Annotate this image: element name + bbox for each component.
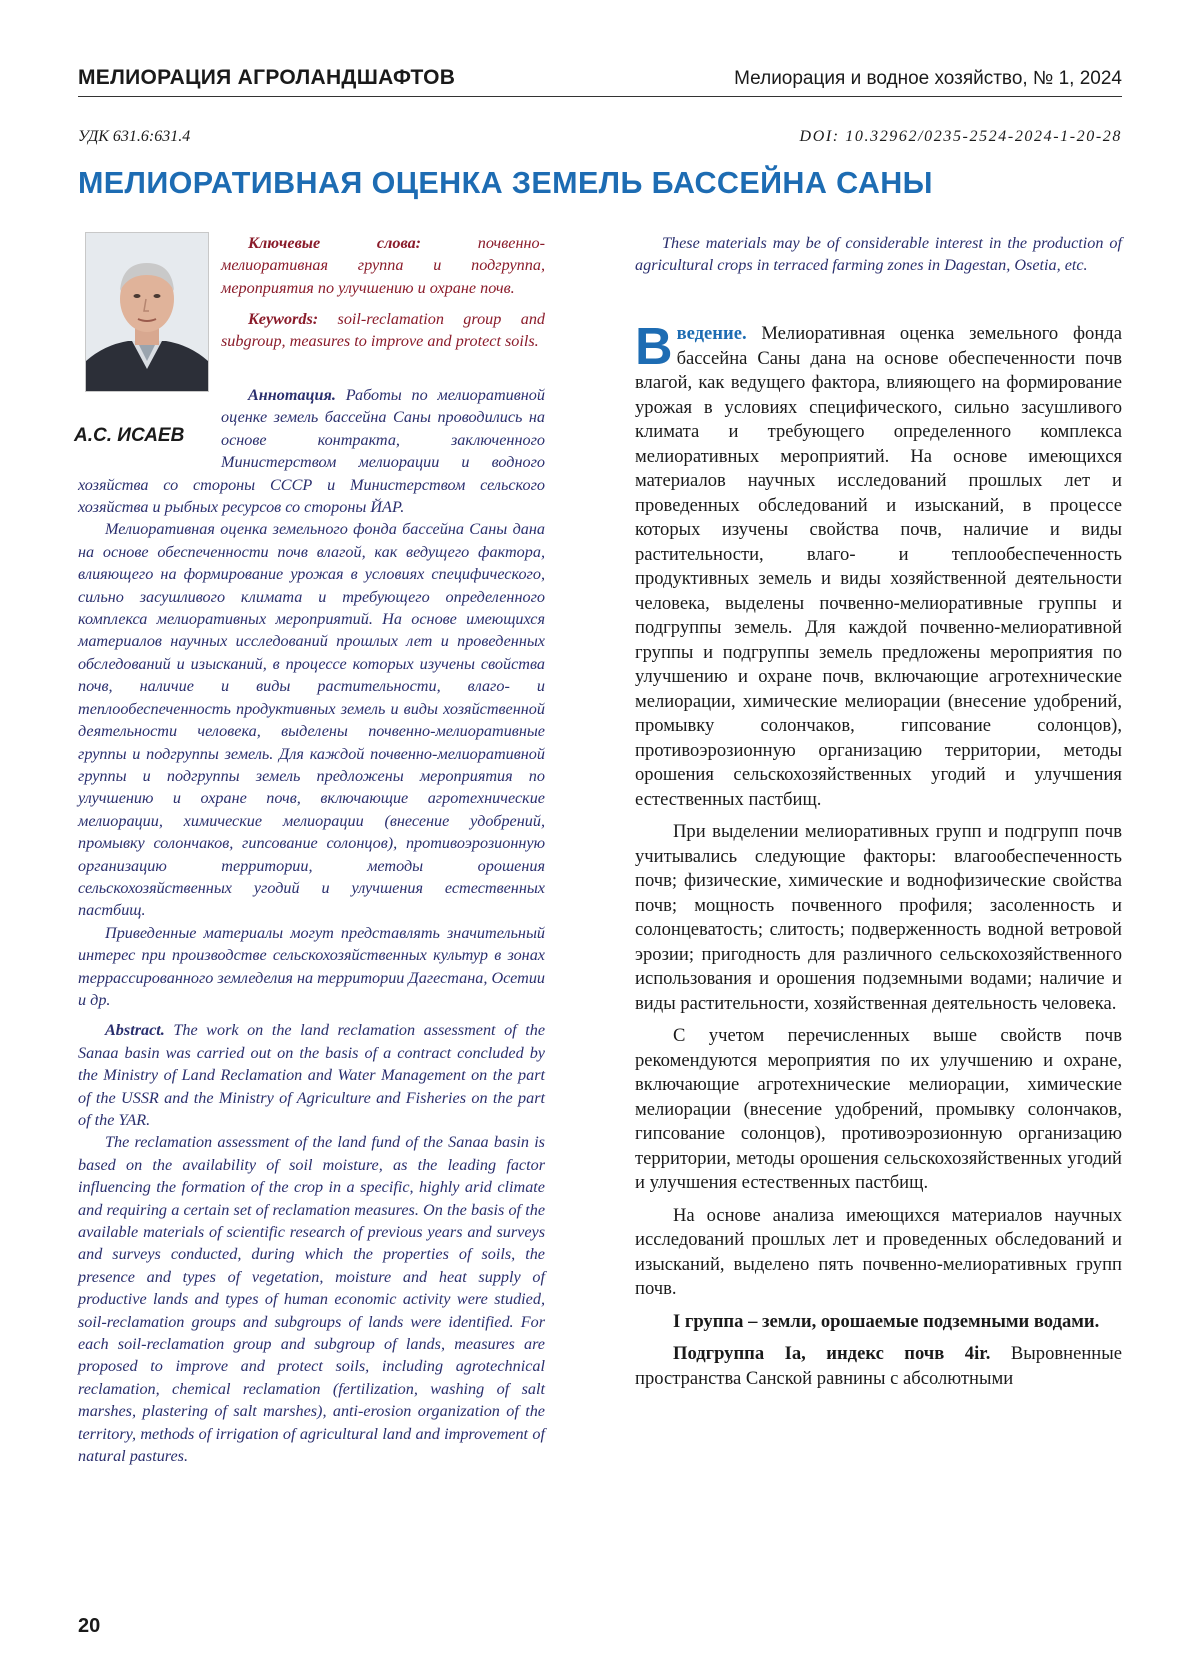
keywords-en xyxy=(221,308,545,353)
body-p2: При выделении мелиоративных групп и подгрупп почв учитывались следующие факторы: влагообеспеченность почв; физические, химические и воднофизические свойства почв; мощность почвенного профиля; засоленность и солонцеватость; слитость; подверженность водной ветровой эрозии; пригодность для различного сельскохозяйственного использования и орошения подземными водами; наличие и виды растительности, хозяйственная деятельность человека. xyxy=(635,821,1122,1014)
body-p4: На основе анализа имеющихся материалов научных исследований прошлых лет и проведенных обследований и изысканий, выделено пять почвенно-мелиоративных групп почв. xyxy=(635,1204,1122,1299)
abstract-p1 xyxy=(78,1019,545,1131)
author-name: А.С. ИСАЕВ xyxy=(74,425,185,446)
keywords-ru-label: Ключевые слова: xyxy=(248,234,422,252)
udk-code: УДК 631.6:631.4 xyxy=(78,128,191,145)
subgroup-label: Подгруппа Iа, индекс почв 4ir. xyxy=(673,1343,991,1364)
abstract-label: Abstract. xyxy=(105,1021,165,1040)
intro-label: ведение. xyxy=(676,323,747,344)
annotation-p2: Мелиоративная оценка земельного фонда бассейна Саны дана на основе обеспеченности почв влагой, как ведущего фактора, влияющего на формирование урожая в условиях специфического, сильно засушливого климата и требующего определенного комплекса мелиоративных мероприятий. На основе имеющихся материалов научных исследований прошлых лет и проведенных обследований и изысканий, в процессе которых изучены свойства почв, наличие и виды растительности, влаго- и теплообеспеченность продуктивных земель и виды хозяйственной деятельности человека, выделены почвенно-мелиоративные группы и подгруппы земель. Для каждой почвенно-мелиоративной группы и подгруппы земель предложены мероприятия по улучшению и охране почв, включающие агротехнические мелиорации, химические мелиорации (внесение удобрений, промывку солончаков, гипсование солонцов), противоэрозионную организацию территории, методы орошения сельскохозяйственных угодий и улучшения естественных пастбищ. xyxy=(78,520,545,920)
photo-spacer xyxy=(78,384,221,472)
page-number: 20 xyxy=(78,1615,101,1637)
header-divider xyxy=(78,96,1122,97)
intro-paragraph xyxy=(635,318,1122,812)
subgroup-text: Выровненные пространства Санской равнины с абсолютными xyxy=(635,1343,1123,1389)
article-body xyxy=(635,318,1123,1391)
group-heading xyxy=(635,1310,1122,1335)
group-1-title: I группа – земли, орошаемые подземными водами. xyxy=(673,1310,1100,1332)
keywords-ru xyxy=(221,232,545,299)
author-photo xyxy=(85,232,209,392)
annotation-label: Аннотация. xyxy=(248,386,336,404)
journal-title: Мелиорация и водное хозяйство, № 1, 2024 xyxy=(734,68,1122,89)
drop-cap: В xyxy=(635,318,673,376)
annotation xyxy=(78,384,545,1468)
keywords-en-text: soil-reclamation group and subgroup, measures to improve and protect soils. xyxy=(221,310,546,351)
abstract-p2: The reclamation assessment of the land fund of the Sanaa basin is based on the availability of soil moisture, as the leading factor influencing the formation of the crop in a specific, highly arid climate and requiring a certain set of reclamation measures. On the basis of the available materials of scientific research of previous years and surveys and surveys conducted, during which the properties of soils, the presence and types of vegetation, moisture and heat supply of productive lands and types of human economic activity were studied, soil-reclamation groups and subgroups of lands were identified. For each soil-reclamation group and subgroup of lands, measures are proposed to improve and protect soils, including agrotechnical reclamation, chemical reclamation (fertilization, washing of salt marshes, plastering of salt marshes), anti-erosion organization of the territory, methods of irrigation of agricultural land and improvement of natural pastures. xyxy=(78,1133,545,1466)
annotation-p3: Приведенные материалы могут представлять значительный интерес при производстве сельскохозяйственных культур в зонах террассированного земледелия на территории Дагестана, Осетии и др. xyxy=(78,923,546,1009)
section-title: МЕЛИОРАЦИЯ АГРОЛАНДШАФТОВ xyxy=(78,66,456,89)
abstract-p3: These materials may be of considerable interest in the production of agricultural crops in terraced farming zones in Dagestan, Osetia, etc. xyxy=(635,234,1122,275)
subgroup-paragraph xyxy=(635,1342,1122,1391)
doi-link[interactable]: DOI: 10.32962/0235-2524-2024-1-20-28 xyxy=(799,128,1122,145)
annotation-p1-text: Работы по мелиоративной оценке земель бассейна Саны проводились на основе контракта, заключенного Министерством мелиорации и водного хозяйства со стороны СССР и Министерством сельского хозяйства и рыбных ресурсов со стороны ЙАР. xyxy=(78,386,545,517)
keywords-en-label: Keywords: xyxy=(248,310,319,328)
intro-text: Мелиоративная оценка земельного фонда бассейна Саны дана на основе обеспеченности почв влагой, как ведущего фактора, влияющего на формирование урожая в условиях специфического, сильно засушливого климата и требующего определенного комплекса мелиоративных мероприятий. На основе имеющихся материалов научных исследований прошлых лет и проведенных обследований и изысканий, в процессе которых изучены свойства почв, наличие и виды растительности, влаго- и теплообеспеченность продуктивных земель и виды хозяйственной деятельности человека, выделены почвенно-мелиоративные группы и подгруппы земель. Для каждой почвенно-мелиоративной группы и подгруппы земель предложены мероприятия по улучшению и охране почв, включающие агротехнические мелиорации, химические мелиорации (внесение удобрений, промывку солончаков, гипсование солонцов), противоэрозионную организацию территории, методы орошения сельскохозяйственных угодий и улучшения естественных пастбищ. xyxy=(635,323,1122,810)
keywords-ru-text: почвенно-мелиоративная группа и подгруппа, мероприятия по улучшению и охране почв. xyxy=(221,234,545,297)
body-p3: С учетом перечисленных выше свойств почв рекомендуются мероприятия по их улучшению и охране, включающие агротехнические мелиорации, химические мелиорации (внесение удобрений, промывку солончаков, гипсование солонцов), противоэрозионную организацию территории, методы орошения сельскохозяйственных угодий и улучшения естественных пастбищ. xyxy=(635,1025,1122,1193)
abstract-p1-text: The work on the land reclamation assessment of the Sanaa basin was carried out on the basis of a contract concluded by the Ministry of Land Reclamation and Water Management on the part of the USSR and the Ministry of Agriculture and Fisheries on the part of the YAR. xyxy=(78,1021,545,1129)
article-title: МЕЛИОРАТИВНАЯ ОЦЕНКА ЗЕМЕЛЬ БАССЕЙНА САНЫ xyxy=(78,166,933,200)
